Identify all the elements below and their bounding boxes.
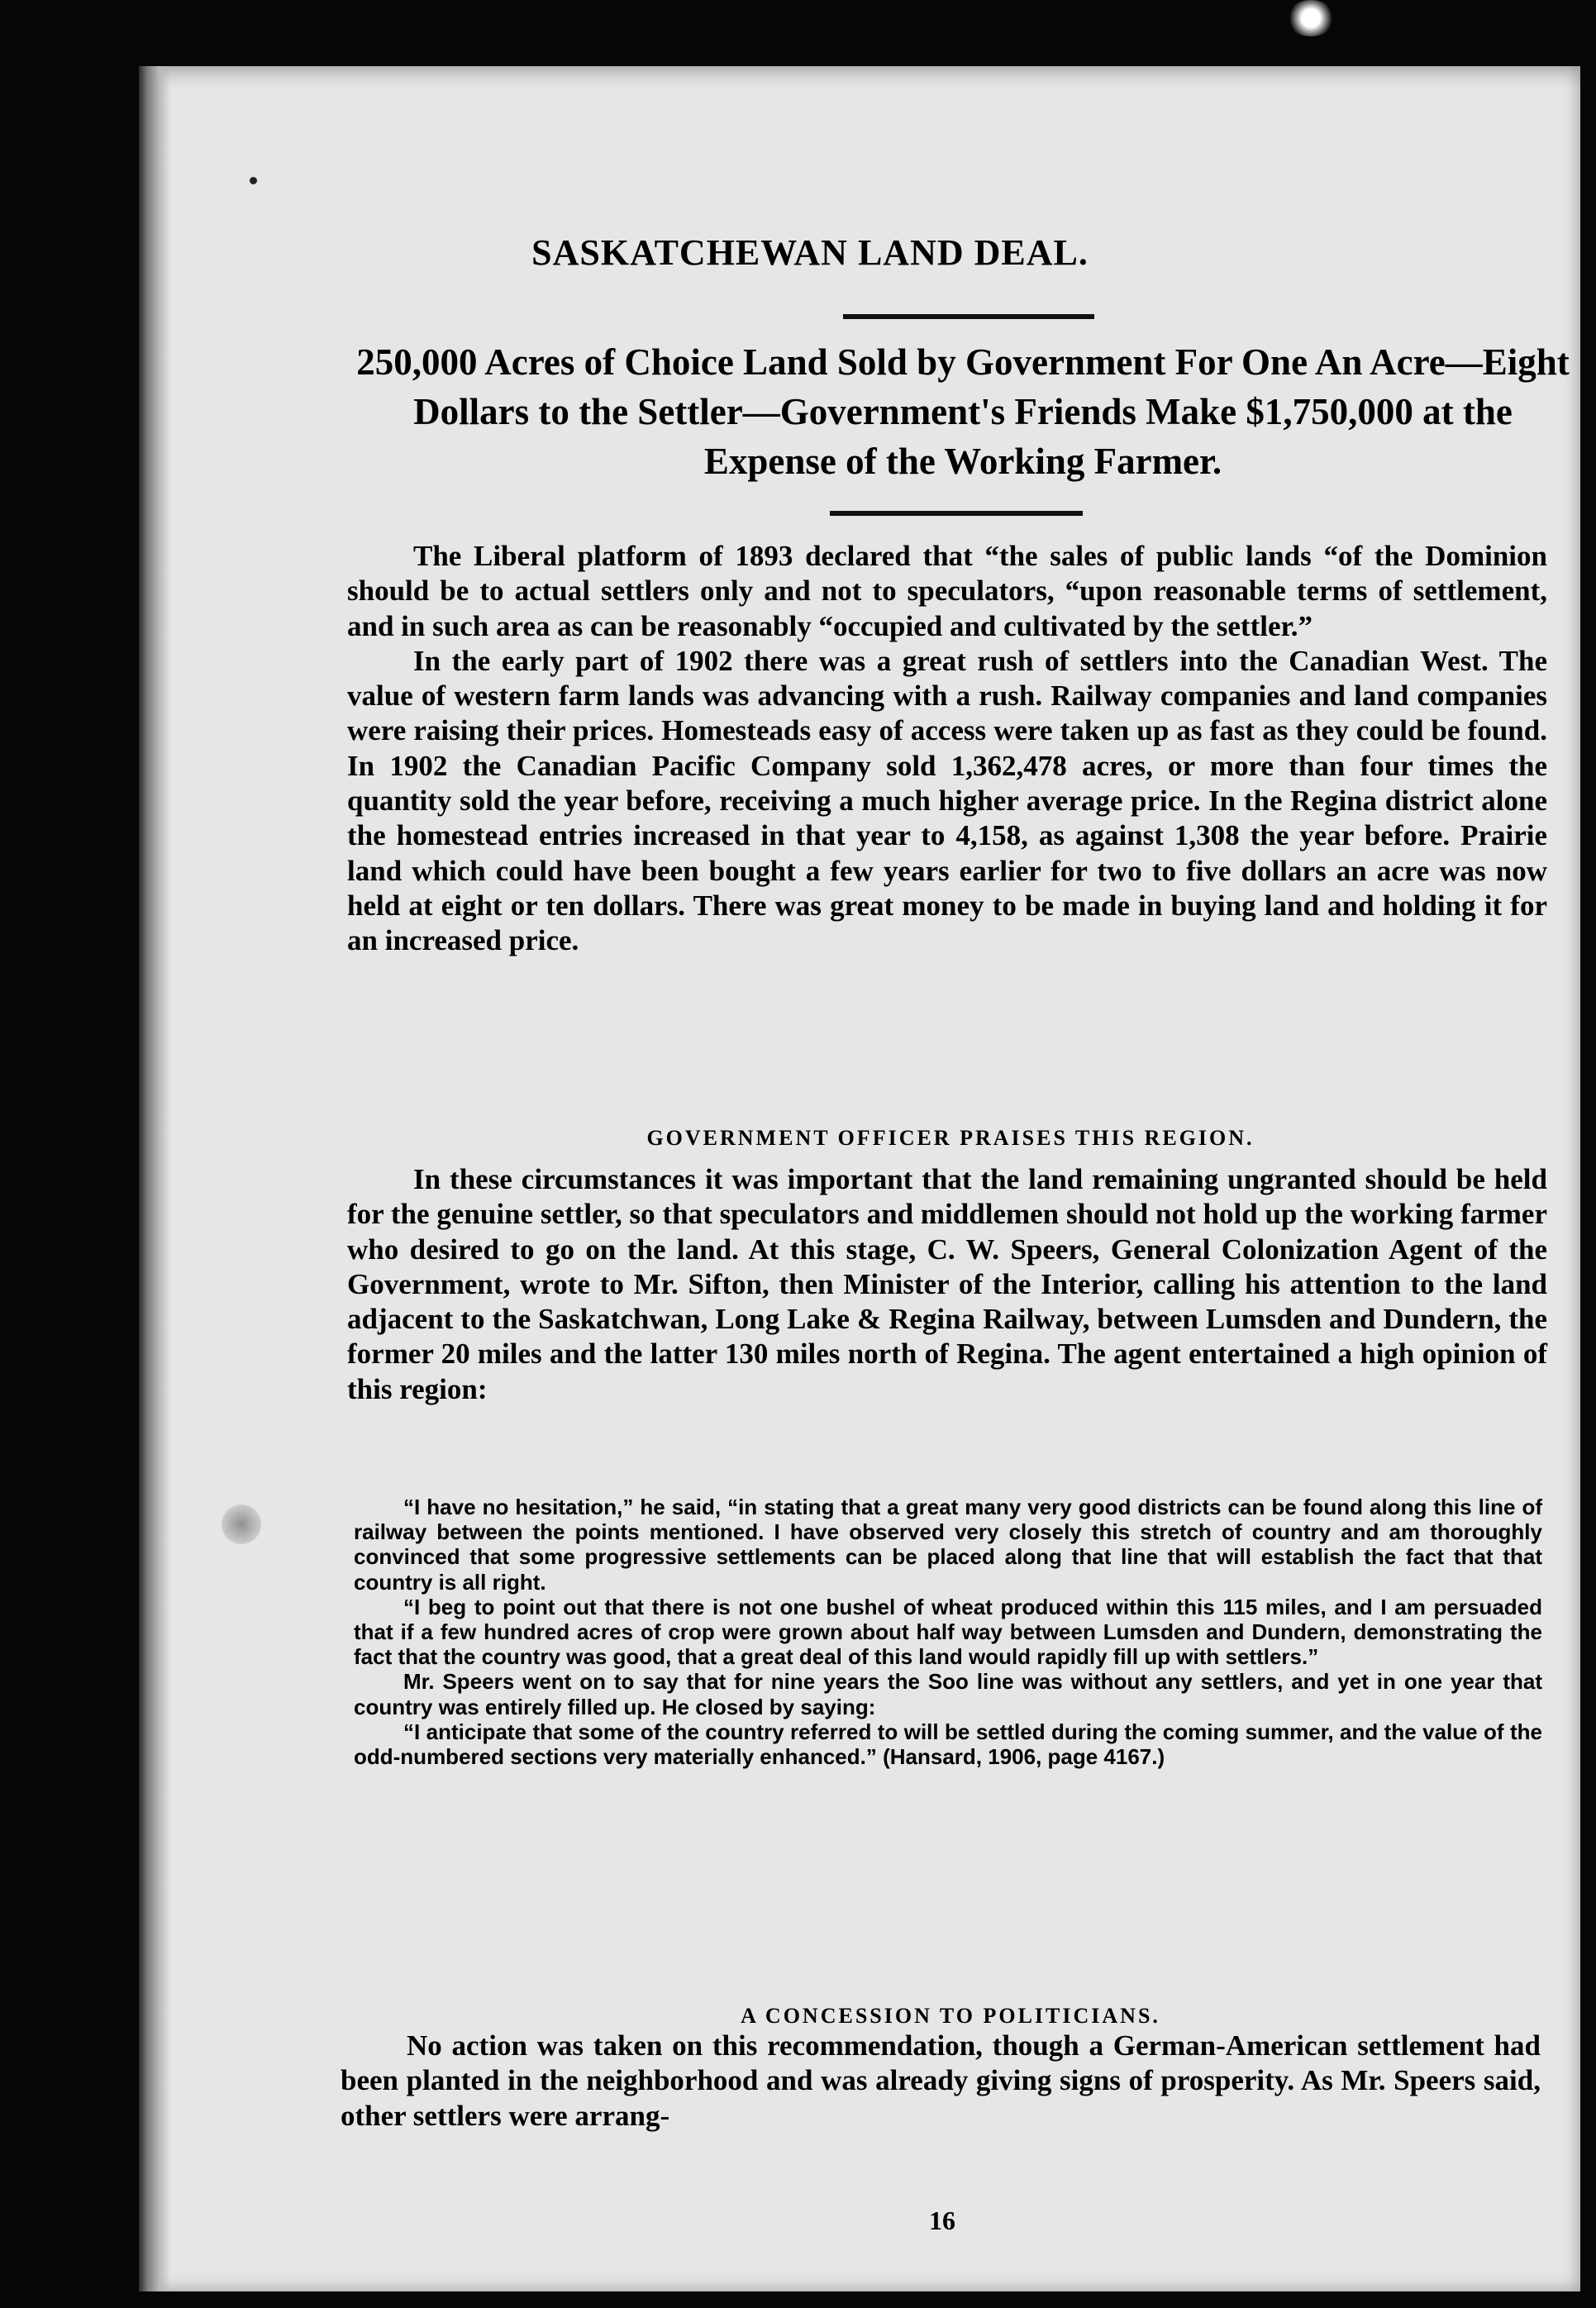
section-heading-government: GOVERNMENT OFFICER PRAISES THIS REGION. bbox=[646, 1126, 1255, 1150]
paragraph-rush: In the early part of 1902 there was a great rush of settlers into the Canadian West. The value of western farm lands was advancing with a rush. Railway companies and land companies were raising their prices. Homesteads easy of access were taken up as fast as they could be found. In 1902 the Canadian Pacific Company sold 1,362,478 acres, or more than four times the quantity sold the year before, receiving a much higher average price. In the Regina district alone the homestead entries increased in that year to 4,158, as against 1,308 the year before. Prairie land which could have been bought a few years earlier for two to five dollars an acre was now held at eight or ten dollars. There was great money to be made in buying land and holding it for an increased price. bbox=[347, 644, 1547, 957]
quote-anticipate: “I anticipate that some of the country referred to will be settled during the coming summer, and the value of the odd-numbered sections very materially enhanced.” (Hansard, 1906, page 4167.) bbox=[354, 1719, 1542, 1770]
binding-shadow bbox=[139, 66, 170, 2291]
article-title: SASKATCHEWAN LAND DEAL. bbox=[531, 232, 1089, 273]
paragraph-no-action: No action was taken on this recommendation, though a German-American settlement had been planted in the neighborhood and was already giving signs of prosperity. As Mr. Speers said, other settlers were arrang- bbox=[341, 2029, 1541, 2132]
page-stain bbox=[222, 1504, 261, 1544]
intro-paragraphs bbox=[347, 539, 1547, 959]
scan-glare bbox=[1286, 0, 1336, 36]
page-number: 16 bbox=[929, 2205, 955, 2235]
hansard-quote-block bbox=[354, 1495, 1542, 1769]
paragraph-speers: In these circumstances it was important that the land remaining ungranted should be held for the genuine settler, so that speculators and middlemen should not hold up the working farmer who desired to go on the land. At this stage, C. W. Speers, General Colonization Agent of the Government, wrote to Mr. Sifton, then Minister of the Interior, calling his attention to the land adjacent to the Saskatchwan, Long Lake & Regina Railway, between Lumsden and Dundern, the former 20 miles and the latter 130 miles north of Regina. The agent entertained a high opinion of this region: bbox=[347, 1163, 1547, 1405]
subtitle-rule bbox=[830, 511, 1083, 516]
title-rule bbox=[843, 314, 1094, 319]
article-subtitle: 250,000 Acres of Choice Land Sold by Government For One An Acre—Eight Dollars to the Settler—Government's Friends Make $1,750,000 at the Expense of the Working Farmer. bbox=[356, 341, 1570, 482]
section-heading-concession: A CONCESSION TO POLITICIANS. bbox=[741, 2004, 1160, 2028]
quote-bushel: “I beg to point out that there is not one bushel of wheat produced within this 115 miles, and I am persuaded that if a few hundred acres of crop were grown about half way between Lumsden and Dundern, demonstrating the fact that the country was good, that a great deal of this land would rapidly fill up with settlers.” bbox=[354, 1594, 1542, 1670]
paragraph-platform: The Liberal platform of 1893 declared that “the sales of public lands “of the Dominion should be to actual settlers only and not to speculators, “upon reasonable terms of settlement, and in such area as can be reasonably “occupied and cultivated by the settler.” bbox=[347, 540, 1547, 642]
ink-dot bbox=[250, 177, 257, 184]
quote-soo-line: Mr. Speers went on to say that for nine years the Soo line was without any settlers, and yet in one year that country was entirely filled up. He closed by saying: bbox=[354, 1669, 1542, 1719]
quote-hesitation: “I have no hesitation,” he said, “in stating that a great many very good districts can be found along this line of railway between the points mentioned. I have observed very closely this stretch of country and am thoroughly convinced that some progressive settlements can be placed along that line that will establish the fact that that country is all right. bbox=[354, 1495, 1542, 1595]
paragraph-circumstances bbox=[347, 1162, 1547, 1407]
paragraph-no-action-block bbox=[341, 2029, 1541, 2134]
